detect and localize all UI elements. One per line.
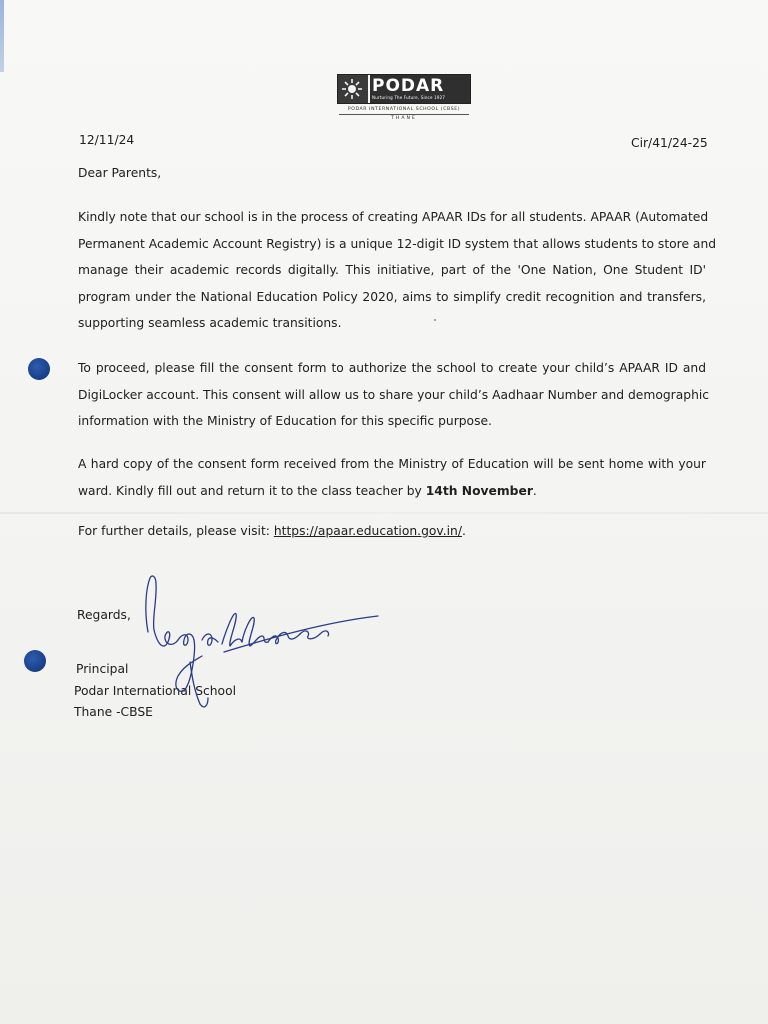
logo-city: THANE	[391, 116, 417, 121]
paper-speck	[434, 319, 436, 321]
closing-regards: Regards,	[77, 608, 131, 622]
letter-date: 12/11/24	[79, 133, 135, 147]
deadline-text: ward. Kindly fill out and return it to the class teacher by	[78, 483, 426, 498]
deadline-date: 14th November	[425, 483, 533, 498]
paragraph-line: program under the National Education Policy 2020, aims to simplify credit recognition and transfers,	[78, 289, 706, 304]
punch-hole	[24, 650, 46, 672]
signatory-school: Podar International School	[74, 684, 237, 698]
paragraph-line: Permanent Academic Account Registry) is a unique 12-digit ID system that allows students to store and	[78, 236, 717, 251]
logo-divider	[339, 114, 469, 115]
paragraph-line	[78, 478, 706, 505]
punch-hole	[28, 358, 50, 380]
paragraph-line: DigiLocker account. This consent will allow us to share your child’s Aadhaar Number and demographic	[78, 387, 710, 402]
apaar-website-link[interactable]: https://apaar.education.gov.in/	[273, 524, 462, 538]
handwritten-signature	[130, 570, 390, 720]
paragraph-line: To proceed, please fill the consent form to authorize the school to create your child’s APAAR ID and	[78, 361, 706, 375]
circular-number: Cir/41/24-25	[631, 136, 708, 150]
logo-school-line: PODAR INTERNATIONAL SCHOOL (CBSE)	[347, 107, 461, 112]
paragraph-details	[78, 518, 706, 545]
details-suffix: .	[462, 524, 466, 538]
logo-badge	[337, 74, 471, 104]
signatory-title: Principal	[76, 662, 129, 676]
paragraph-line: manage their academic records digitally. This initiative, part of the 'One Nation, One Student ID'	[78, 263, 706, 278]
paragraph-line: Kindly note that our school is in the process of creating APAAR IDs for all students. APAAR (Automated	[78, 210, 709, 224]
paragraph-consent	[78, 355, 710, 435]
paragraph-apaar-intro	[78, 204, 717, 337]
paragraph-line: information with the Ministry of Education for this specific purpose.	[78, 414, 492, 429]
paragraph-line: supporting seamless academic transitions.	[78, 316, 342, 331]
paper-fold-line	[0, 512, 768, 514]
school-logo	[337, 74, 471, 121]
deadline-suffix: .	[532, 483, 537, 498]
salutation: Dear Parents,	[78, 166, 162, 180]
page-edge-strip	[0, 0, 4, 72]
paragraph-line	[78, 518, 706, 545]
paragraph-line: A hard copy of the consent form received from the Ministry of Education will be sent home with your	[78, 457, 706, 471]
logo-name: PODAR	[372, 76, 445, 96]
details-prefix: For further details, please visit:	[78, 524, 274, 538]
paragraph-hard-copy	[78, 451, 706, 504]
logo-tagline: Nurturing The Future, Since 1927	[372, 95, 446, 100]
signatory-city: Thane -CBSE	[74, 705, 153, 719]
podar-emblem-icon	[338, 75, 370, 103]
